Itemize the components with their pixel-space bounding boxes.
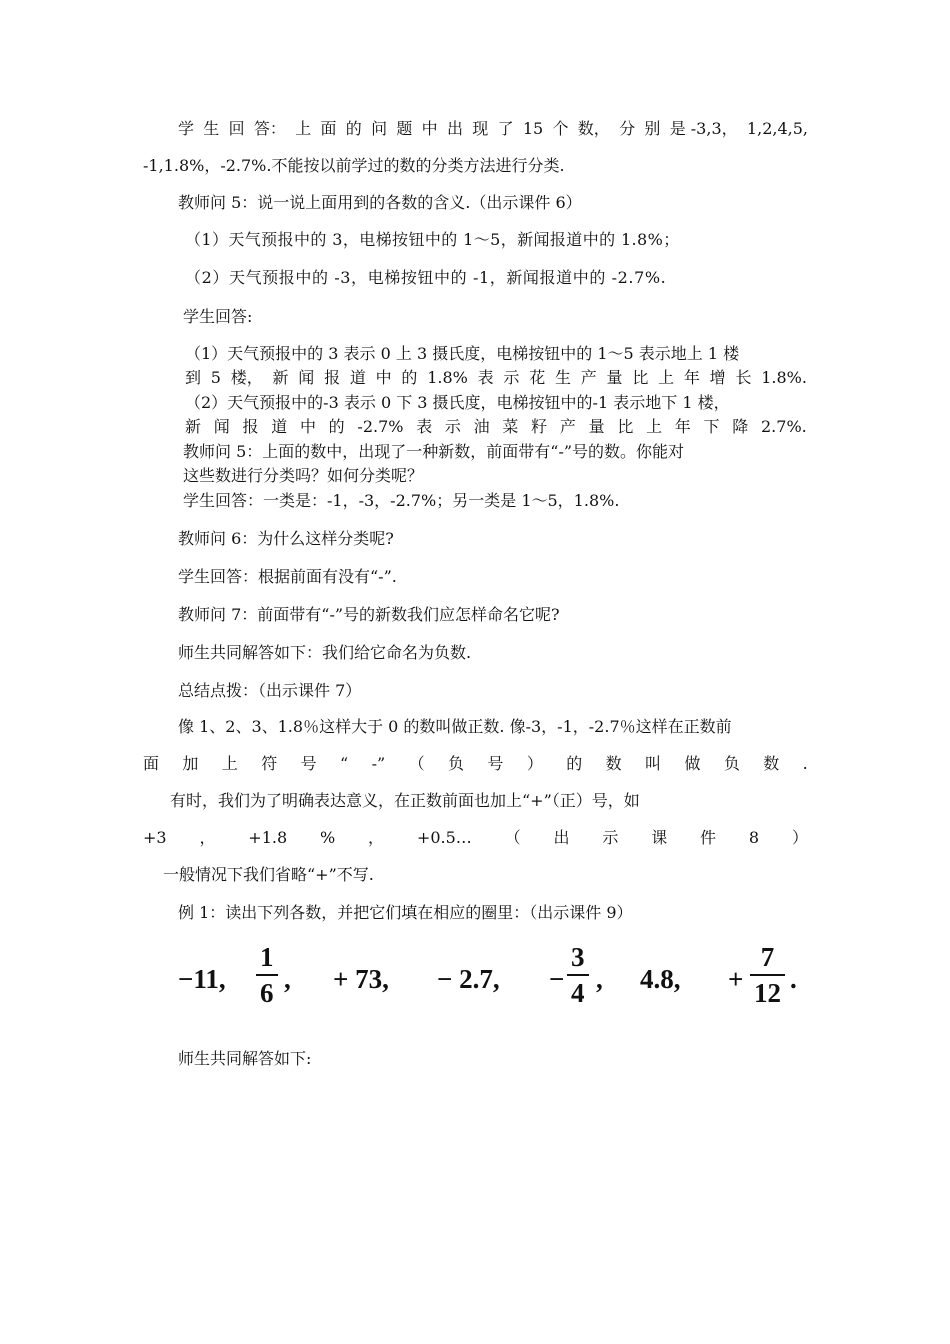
text-token: 降 bbox=[732, 417, 749, 436]
text-token: 题 bbox=[396, 119, 413, 138]
text-token: 示 bbox=[444, 417, 461, 436]
student-answer-6: 学生回答：根据前面有没有“-”. bbox=[178, 567, 397, 586]
text-token: 产 bbox=[559, 417, 576, 436]
text-token: ， bbox=[368, 828, 385, 847]
text-token: 负 bbox=[723, 754, 740, 773]
text-token: 回 bbox=[228, 119, 245, 138]
text-token: 的 bbox=[401, 368, 418, 387]
fraction-one-sixth bbox=[256, 940, 278, 1010]
plus-sign: + bbox=[728, 964, 744, 994]
fraction-numerator: 1 bbox=[260, 942, 274, 972]
text-token: 表 bbox=[477, 368, 494, 387]
text-token: 比 bbox=[632, 368, 649, 387]
text-token: 新 bbox=[185, 417, 202, 436]
comma: , bbox=[284, 964, 291, 994]
definition-line-1: 像 1、2、3、1.8％这样大于 0 的数叫做正数. 像-3，-1，-2.7％这样在正数前 bbox=[178, 717, 732, 736]
text-token: 1.8% bbox=[427, 368, 468, 387]
answer-line-1: （1）天气预报中的 3 表示 0 上 3 摄氏度，电梯按钮中的 1～5 表示地上 1 楼 bbox=[185, 344, 740, 363]
text-token: “ bbox=[340, 754, 349, 773]
item-1-positive: （1）天气预报中的 3，电梯按钮中的 1～5，新闻报道中的 1.8%； bbox=[185, 230, 680, 249]
text-token: 叫 bbox=[645, 754, 662, 773]
example-1-numbers bbox=[178, 940, 818, 1020]
text-token: 面 bbox=[143, 754, 160, 773]
summary-heading: 总结点拨：（出示课件 7） bbox=[178, 681, 362, 700]
text-token: 年 bbox=[683, 368, 700, 387]
text-token: +3 bbox=[143, 828, 167, 847]
number-minus-2-7: − 2.7, bbox=[437, 964, 500, 994]
text-token: 的 bbox=[566, 754, 583, 773]
text-token: 道 bbox=[349, 368, 366, 387]
text-token: （ bbox=[504, 828, 521, 847]
text-token: -” bbox=[371, 754, 386, 773]
text-token: 面 bbox=[320, 119, 337, 138]
text-token: 2.7%. bbox=[761, 417, 807, 436]
text-token: 量 bbox=[588, 417, 605, 436]
text-token: 中 bbox=[375, 368, 392, 387]
text-token: % bbox=[320, 828, 336, 847]
text-token: -2.7% bbox=[357, 417, 404, 436]
item-2-negative: （2）天气预报中的 -3，电梯按钮中的 -1，新闻报道中的 -2.7%. bbox=[185, 268, 667, 287]
text-token: 加 bbox=[182, 754, 199, 773]
text-token: +0.5… bbox=[416, 828, 472, 847]
text-token: 上 bbox=[221, 754, 238, 773]
text-token: 上 bbox=[646, 417, 663, 436]
text-token: 中 bbox=[299, 417, 316, 436]
student-classification: 学生回答：一类是：-1，-3，-2.7%；另一类是 1～5，1.8%. bbox=[183, 491, 620, 510]
text-token: 分 bbox=[619, 119, 636, 138]
teacher-question-5b: 教师问 5：上面的数中，出现了一种新数，前面带有“-”号的数。你能对 bbox=[183, 442, 685, 461]
number-minus-11: −11, bbox=[178, 964, 226, 994]
text-token: 量 bbox=[606, 368, 623, 387]
teacher-question-5b-cont: 这些数进行分类吗？如何分类呢？ bbox=[183, 466, 424, 485]
text-token: 比 bbox=[617, 417, 634, 436]
student-answer-label: 学生回答: bbox=[183, 307, 253, 326]
text-token: 8 bbox=[748, 828, 760, 847]
text-token: 示 bbox=[503, 368, 520, 387]
text-token: 籽 bbox=[531, 417, 548, 436]
text-token: 菜 bbox=[502, 417, 519, 436]
answer-line-2 bbox=[185, 367, 807, 389]
text-token: 楼， bbox=[230, 368, 263, 387]
text-token: 符 bbox=[261, 754, 278, 773]
text-token: 中 bbox=[421, 119, 438, 138]
text-token: 是 -3,3， bbox=[669, 119, 738, 138]
text-token: 1.8%. bbox=[761, 368, 807, 387]
text-token: ） bbox=[791, 828, 808, 847]
text-token: 表 bbox=[416, 417, 433, 436]
omit-plus-line: 一般情况下我们省略“+”不写. bbox=[163, 865, 374, 884]
period: . bbox=[790, 964, 797, 994]
number-4-8: 4.8, bbox=[640, 964, 681, 994]
text-token: 数 bbox=[763, 754, 780, 773]
text-token: 1,2,4,5, bbox=[746, 119, 808, 138]
text-token: 长 bbox=[735, 368, 752, 387]
text-token: 负 bbox=[448, 754, 465, 773]
text-token: 5 bbox=[210, 368, 221, 387]
fraction-seven-twelfths bbox=[750, 940, 785, 1010]
text-token: 上 bbox=[295, 119, 312, 138]
text-token: 的 bbox=[345, 119, 362, 138]
answer-line-3: （2）天气预报中的-3 表示 0 下 3 摄氏度，电梯按钮中的-1 表示地下 1 楼， bbox=[185, 393, 730, 412]
fraction-denominator: 12 bbox=[754, 978, 781, 1008]
text-token: （ bbox=[408, 754, 425, 773]
text-token: 件 bbox=[700, 828, 717, 847]
plus-sign-line-1: 有时，我们为了明确表达意义，在正数前面也加上“+”（正）号，如 bbox=[170, 791, 640, 810]
text-token: 问 bbox=[371, 119, 388, 138]
joint-answer-example: 师生共同解答如下: bbox=[178, 1049, 312, 1068]
text-token: 15 bbox=[522, 119, 544, 138]
text-token: 数 bbox=[605, 754, 622, 773]
number-plus-73: + 73, bbox=[333, 964, 389, 994]
text-token: 花 bbox=[529, 368, 546, 387]
text-token: 现 bbox=[472, 119, 489, 138]
text-token: 号 bbox=[300, 754, 317, 773]
paragraph-line-1b: -1,1.8%，-2.7%.不能按以前学过的数的分类方法进行分类. bbox=[143, 156, 565, 175]
text-token: 闻 bbox=[213, 417, 230, 436]
text-token: 增 bbox=[709, 368, 726, 387]
text-token: 答： bbox=[253, 119, 286, 138]
teacher-question-6: 教师问 6：为什么这样分类呢? bbox=[178, 529, 394, 548]
example-1-prompt: 例 1：读出下列各数，并把它们填在相应的圈里：（出示课件 9） bbox=[178, 903, 633, 922]
text-token: 闻 bbox=[298, 368, 315, 387]
text-token: 号 bbox=[487, 754, 504, 773]
comma: , bbox=[596, 964, 603, 994]
joint-answer-negative: 师生共同解答如下：我们给它命名为负数. bbox=[178, 643, 472, 662]
fraction-numerator: 3 bbox=[571, 942, 585, 972]
text-token: 产 bbox=[580, 368, 597, 387]
text-token: 示 bbox=[602, 828, 619, 847]
text-token: 学 bbox=[178, 119, 195, 138]
definition-line-2 bbox=[143, 753, 808, 775]
text-token: 的 bbox=[328, 417, 345, 436]
text-token: 新 bbox=[272, 368, 289, 387]
text-token: ） bbox=[526, 754, 543, 773]
fraction-denominator: 4 bbox=[571, 978, 585, 1008]
fraction-numerator: 7 bbox=[760, 942, 775, 972]
text-token: 个 bbox=[552, 119, 569, 138]
text-token: 出 bbox=[446, 119, 463, 138]
answer-line-4 bbox=[185, 416, 807, 438]
text-token: 课 bbox=[651, 828, 668, 847]
text-token: 油 bbox=[473, 417, 490, 436]
text-token: 数， bbox=[577, 119, 610, 138]
fraction-three-fourths bbox=[567, 940, 589, 1010]
text-token: 生 bbox=[203, 119, 220, 138]
text-token: 报 bbox=[324, 368, 341, 387]
plus-sign-line-2 bbox=[143, 827, 808, 849]
text-token: 报 bbox=[242, 417, 259, 436]
text-token: ， bbox=[199, 828, 216, 847]
teacher-question-7: 教师问 7：前面带有“-”号的新数我们应怎样命名它呢? bbox=[178, 605, 560, 624]
paragraph-line-1a bbox=[178, 118, 808, 140]
text-token: 下 bbox=[703, 417, 720, 436]
text-token: 道 bbox=[271, 417, 288, 436]
text-token: 出 bbox=[553, 828, 570, 847]
teacher-question-5a: 教师问 5：说一说上面用到的各数的含义.（出示课件 6） bbox=[178, 193, 582, 212]
text-token: 年 bbox=[674, 417, 691, 436]
text-token: 上 bbox=[658, 368, 675, 387]
minus-sign: − bbox=[549, 964, 565, 994]
text-token: . bbox=[802, 754, 808, 773]
text-token: 别 bbox=[644, 119, 661, 138]
text-token: 到 bbox=[185, 368, 202, 387]
text-token: +1.8 bbox=[248, 828, 288, 847]
text-token: 了 bbox=[497, 119, 514, 138]
text-token: 做 bbox=[684, 754, 701, 773]
fraction-denominator: 6 bbox=[260, 978, 274, 1008]
text-token: 生 bbox=[554, 368, 571, 387]
